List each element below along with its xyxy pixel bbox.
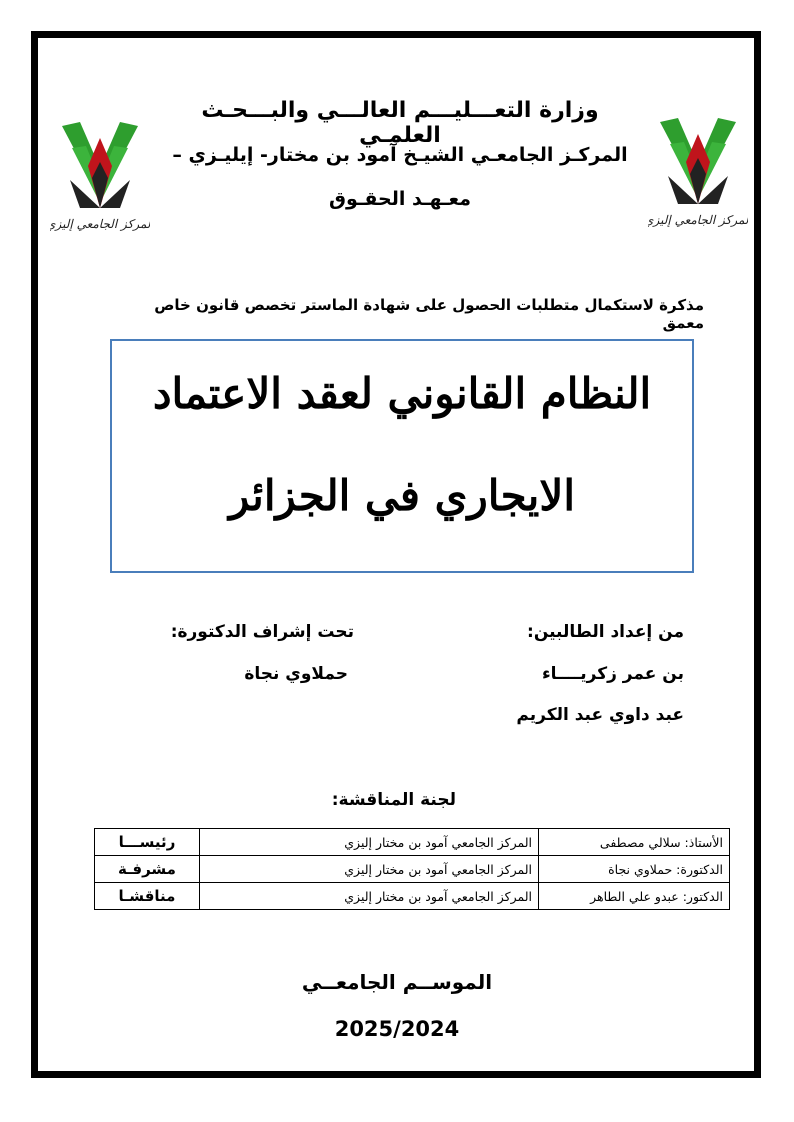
thesis-subtitle: مذكرة لاستكمال متطلبات الحصول على شهادة الماستر تخصص قانون خاص معمق — [154, 296, 704, 332]
thesis-title-box — [110, 339, 694, 573]
academic-year: 2025/2024 — [334, 1017, 460, 1041]
table-row — [95, 856, 730, 883]
jury-label: لجنة المناقشة: — [331, 790, 456, 810]
jury-member-role: مناقشـا — [95, 883, 200, 910]
university-center-name: المركـز الجامعـي الشيـخ آمود بن مختار- إيليـزي – — [172, 144, 628, 166]
students-label: من إعداد الطالبين: — [527, 622, 684, 642]
thesis-title-line-1: النظام القانوني لعقد الاعتماد — [152, 369, 652, 418]
table-row — [95, 829, 730, 856]
jury-member-institution: المركز الجامعي آمود بن مختار إليزي — [200, 856, 539, 883]
svg-text:المركز الجامعي إليزي: المركز الجامعي إليزي — [648, 213, 748, 227]
university-emblem-icon — [50, 108, 150, 238]
academic-season-label: الموســم الجامعــي — [301, 970, 493, 994]
svg-text:المركز الجامعي إليزي: المركز الجامعي إليزي — [50, 217, 150, 231]
jury-member-name: الدكتورة: حملاوي نجاة — [539, 856, 730, 883]
university-logo-left — [50, 108, 150, 238]
student-name: عبد داوي عبد الكريم — [516, 705, 684, 725]
thesis-title-line-2: الايجاري في الجزائر — [229, 471, 575, 520]
table-row — [95, 883, 730, 910]
ministry-name: وزارة التعـــليـــم العالـــي والبـــحـث العلمـي — [201, 98, 599, 148]
student-name: بن عمر زكريــــاء — [541, 664, 684, 684]
institute-name: معـهـد الحقـوق — [328, 188, 472, 210]
university-logo-right — [648, 104, 748, 234]
jury-member-name: الأستاذ: سلالي مصطفى — [539, 829, 730, 856]
jury-member-role: رئيســـا — [95, 829, 200, 856]
jury-table — [94, 828, 730, 910]
university-emblem-icon — [648, 104, 748, 234]
jury-member-role: مشرفـة — [95, 856, 200, 883]
supervisor-name: حملاوي نجاة — [244, 664, 348, 684]
jury-member-institution: المركز الجامعي آمود بن مختار إليزي — [200, 883, 539, 910]
supervisor-label: تحت إشراف الدكتورة: — [170, 622, 354, 642]
jury-member-institution: المركز الجامعي آمود بن مختار إليزي — [200, 829, 539, 856]
jury-member-name: الدكتور: عبدو علي الطاهر — [539, 883, 730, 910]
